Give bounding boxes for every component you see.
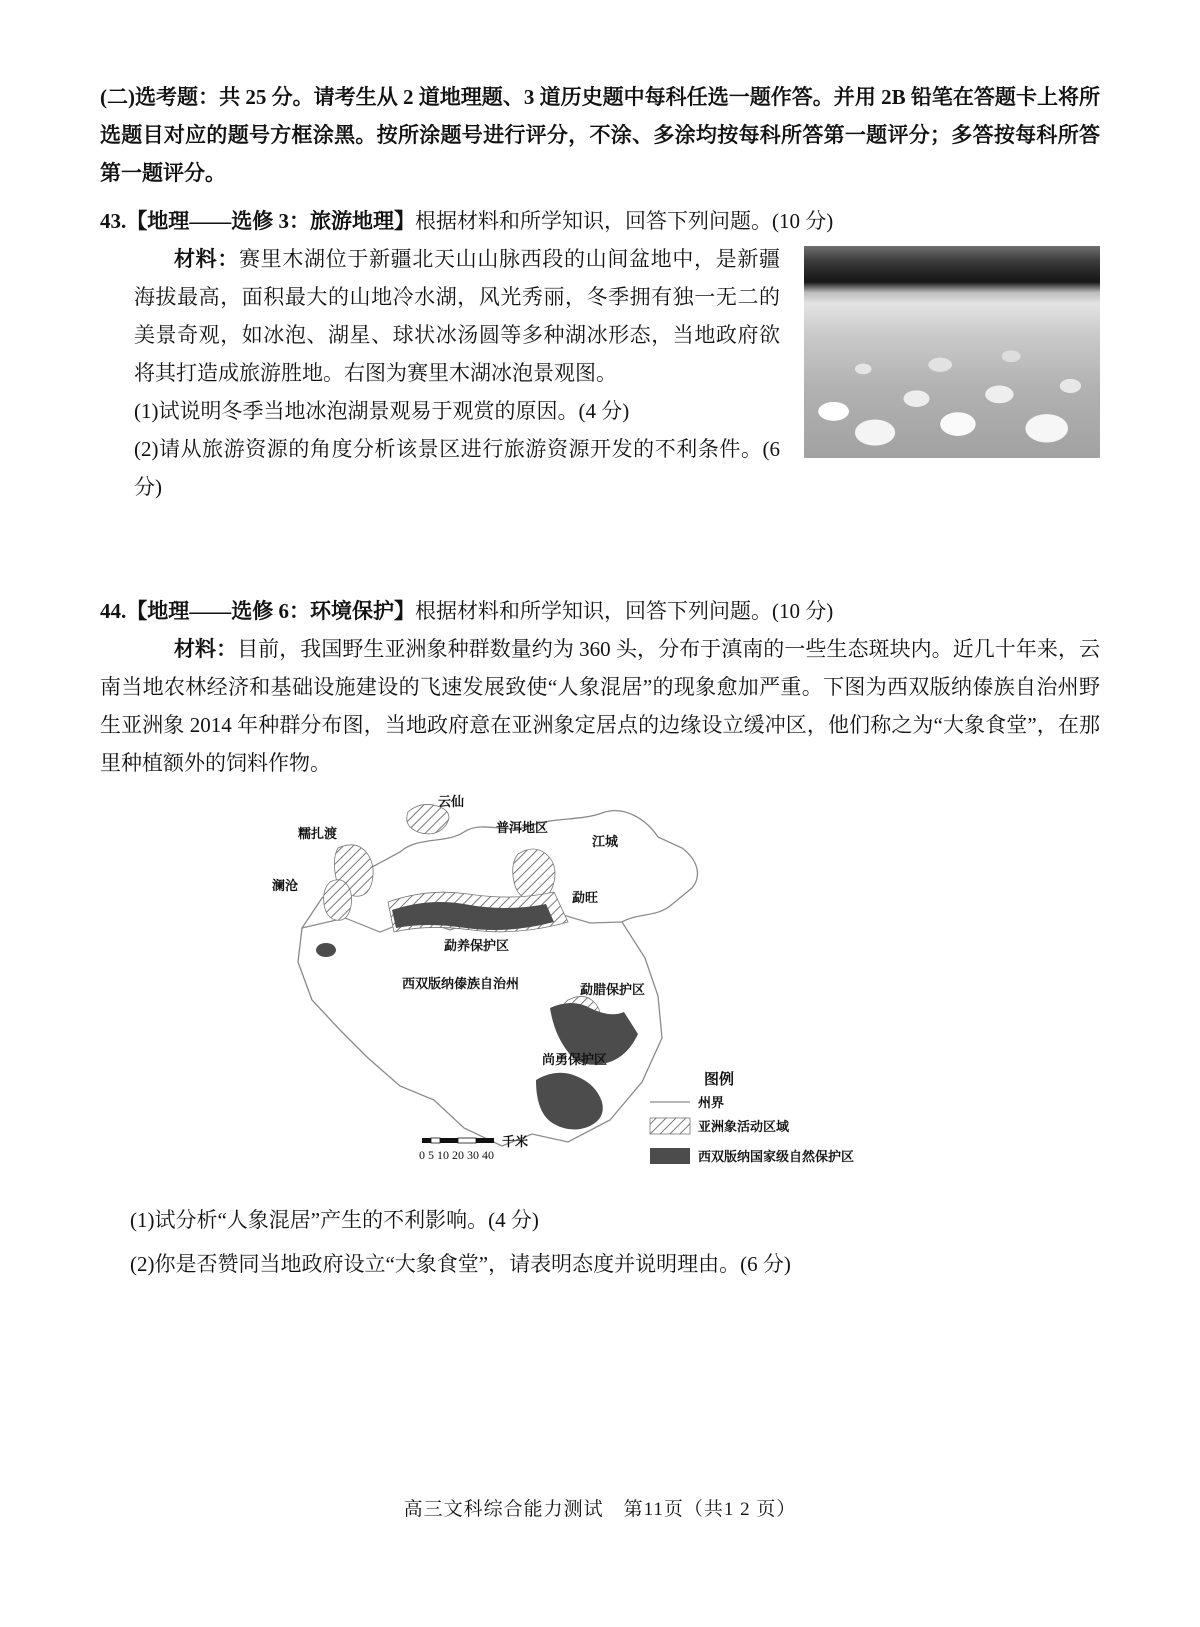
reserve-small-west [316, 943, 336, 957]
question-43-tag: 【地理——选修 3：旅游地理】 [126, 209, 415, 233]
legend-label-border: 州界 [698, 1095, 725, 1110]
question-43-lead: 根据材料和所学知识，回答下列问题。(10 分) [415, 209, 834, 233]
question-44-title [100, 592, 1100, 630]
legend-swatch-reserve [650, 1148, 690, 1164]
map-label-yunxian: 云仙 [438, 794, 465, 809]
map-scale-unit: 千米 [502, 1134, 529, 1149]
map-label-mengwang: 勐旺 [572, 890, 599, 905]
elephant-area-lancang [324, 880, 352, 921]
question-43 [100, 202, 1100, 506]
map-scale-bar [419, 1134, 528, 1162]
map-label-mengyang: 勐养保护区 [444, 938, 510, 953]
map-label-lancang: 澜沧 [272, 878, 299, 893]
question-44-sub1: (1)试分析“人象混居”产生的不利影响。(4 分) [130, 1208, 539, 1232]
question-43-body [134, 240, 1100, 506]
question-44-subquestions [130, 1201, 1100, 1283]
legend-label-elephant-area: 亚洲象活动区域 [698, 1119, 790, 1134]
ice-bubble-lake-photo [804, 246, 1100, 458]
map-legend-title: 图例 [704, 1072, 735, 1088]
question-44 [100, 592, 1100, 1283]
material-label: 材料： [174, 247, 239, 271]
legend-label-reserve: 西双版纳国家级自然保护区 [698, 1149, 855, 1164]
map-label-xishuangbanna: 西双版纳傣族自治州 [402, 976, 520, 991]
map-label-jiangcheng: 江城 [592, 834, 619, 849]
question-44-lead: 根据材料和所学知识，回答下列问题。(10 分) [415, 599, 834, 623]
legend-swatch-elephant-area [650, 1118, 690, 1134]
map-label-puer: 普洱地区 [496, 820, 549, 835]
section-intro: (二)选考题：共 25 分。请考生从 2 道地理题、3 道历史题中每科任选一题作答。并用 2B 铅笔在答题卡上将所选题目对应的题号方框涂黑。按所涂题号进行评分，不涂、多涂均按每科所答第一题评分；多答按每科所答第一题评分。 [100, 85, 1100, 185]
question-43-sub2: (2)请从旅游资源的角度分析该景区进行旅游资源开发的不利条件。(6 分) [134, 437, 780, 499]
material-label: 材料： [174, 637, 238, 661]
map-svg [250, 790, 940, 1190]
map-scale-numbers: 0 5 10 20 30 40 [419, 1148, 494, 1162]
question-44-tag: 【地理——选修 6：环境保护】 [126, 599, 415, 623]
question-43-sub1: (1)试说明冬季当地冰泡湖景观易于观赏的原因。(4 分) [134, 399, 630, 423]
elephant-distribution-map [250, 790, 940, 1195]
material-text: 目前，我国野生亚洲象种群数量约为 360 头，分布于滇南的一些生态斑块内。近几十年来，云南当地农林经济和基础设施建设的飞速发展致使“人象混居”的现象愈加严重。下图为西双版纳傣族自治州野生亚洲象 2014 年种群分布图，当地政府意在亚洲象定居点的边缘设立缓冲区，他们称之为“大象食堂”，在那里种植额外的饲料作物。 [100, 637, 1100, 775]
question-44-sub2: (2)你是否赞同当地政府设立“大象食堂”，请表明态度并说明理由。(6 分) [130, 1252, 791, 1276]
question-43-title [100, 202, 1100, 240]
material-text: 赛里木湖位于新疆北天山山脉西段的山间盆地中，是新疆海拔最高，面积最大的山地冷水湖，风光秀丽，冬季拥有独一无二的美景奇观，如冰泡、湖星、球状冰汤圆等多种湖冰形态，当地政府欲将其打造成旅游胜地。右图为赛里木湖冰泡景观图。 [134, 247, 780, 385]
map-label-mengla: 勐腊保护区 [580, 982, 646, 997]
map-label-shangyong: 尚勇保护区 [542, 1052, 608, 1067]
question-43-number: 43. [100, 209, 127, 233]
elephant-area-puer [513, 849, 555, 900]
map-legend [650, 1070, 854, 1164]
map-label-nuozhadu: 糯扎渡 [298, 826, 338, 841]
question-44-material [100, 630, 1100, 782]
question-44-number: 44. [100, 599, 127, 623]
page-footer: 高三文科综合能力测试 第11页（共1 2 页） [403, 1499, 797, 1520]
